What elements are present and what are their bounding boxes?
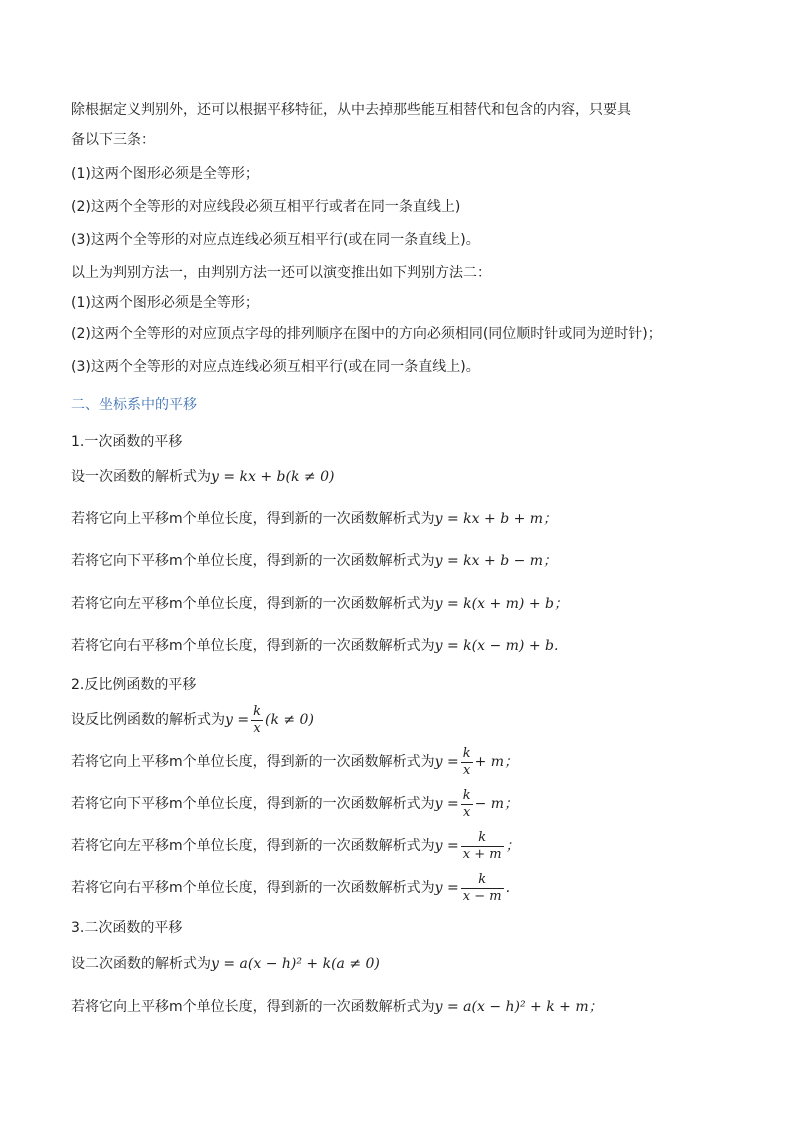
linear-left-formula: y = k(x + m) + b； xyxy=(434,596,568,612)
quadratic-shift-up: 若将它向上平移m个单位长度，得到新的一次函数解析式为y = a(x − h)² + k + m； xyxy=(71,999,603,1015)
method2-condition-2: (2)这两个全等形的对应顶点字母的排列顺序在图中的方向必须相同(同位顺时针或同为逆时针)； xyxy=(71,326,662,342)
method-two-intro: 以上为判别方法一，由判别方法一还可以演变推出如下判别方法二： xyxy=(71,265,491,281)
intro-paragraph-line1: 除根据定义判别外，还可以根据平移特征，从中去掉那些能互相替代和包含的内容，只要具 xyxy=(71,102,631,118)
linear-shift-right: 若将它向右平移m个单位长度，得到新的一次函数解析式为y = k(x − m) + b. xyxy=(71,638,559,654)
linear-down-formula: y = kx + b − m； xyxy=(434,553,558,569)
linear-title: 1.一次函数的平移 xyxy=(71,434,183,450)
quadratic-title: 3.二次函数的平移 xyxy=(71,920,183,936)
linear-shift-left: 若将它向左平移m个单位长度，得到新的一次函数解析式为y = k(x + m) + b； xyxy=(71,596,568,612)
quadratic-up-formula: y = a(x − h)² + k + m； xyxy=(434,999,603,1015)
quadratic-definition: 设二次函数的解析式为y = a(x − h)² + k(a ≠ 0) xyxy=(71,956,380,972)
inverse-shift-down: 若将它向下平移m个单位长度，得到新的一次函数解析式为y = $\frac{k}{x}$ − m； xyxy=(71,787,519,820)
inverse-def-fraction: $\frac{k}{x}$ xyxy=(253,703,261,736)
linear-definition: 设一次函数的解析式为y = kx + b(k ≠ 0) xyxy=(71,469,335,485)
linear-shift-up: 若将它向上平移m个单位长度，得到新的一次函数解析式为y = kx + b + m； xyxy=(71,511,558,527)
inverse-down-fraction: $\frac{k}{x}$ xyxy=(462,787,471,820)
inverse-title: 2.反比例函数的平移 xyxy=(71,677,197,693)
linear-definition-formula: y = kx + b(k ≠ 0) xyxy=(211,469,335,485)
condition-2: (2)这两个全等形的对应线段必须互相平行或者在同一条直线上) xyxy=(71,199,461,215)
linear-shift-down: 若将它向下平移m个单位长度，得到新的一次函数解析式为y = kx + b − m； xyxy=(71,553,558,569)
inverse-left-fraction: $\frac{k}{x + m}$ xyxy=(462,829,502,862)
section-heading: 二、坐标系中的平移 xyxy=(71,397,197,413)
inverse-shift-left: 若将它向左平移m个单位长度，得到新的一次函数解析式为y = $\frac{k}{x + m}$ ； xyxy=(71,829,520,862)
linear-up-formula: y = kx + b + m； xyxy=(434,511,558,527)
inverse-shift-right: 若将它向右平移m个单位长度，得到新的一次函数解析式为y = $\frac{k}{x - m}$ . xyxy=(71,871,511,904)
linear-right-formula: y = k(x − m) + b. xyxy=(434,638,559,654)
condition-3: (3)这两个全等形的对应点连线必须互相平行(或在同一条直线上)。 xyxy=(71,232,480,248)
quadratic-definition-formula: y = a(x − h)² + k(a ≠ 0) xyxy=(211,956,380,972)
inverse-right-fraction: $\frac{k}{x - m}$ xyxy=(462,871,502,904)
inverse-shift-up: 若将它向上平移m个单位长度，得到新的一次函数解析式为y = $\frac{k}{x}$ + m； xyxy=(71,745,519,778)
method2-condition-1: (1)这两个图形必须是全等形； xyxy=(71,295,259,311)
intro-paragraph-line2: 备以下三条： xyxy=(71,132,155,148)
condition-1: (1)这两个图形必须是全等形； xyxy=(71,166,259,182)
inverse-definition: 设反比例函数的解析式为y = $\frac{k}{x}$ (k ≠ 0) xyxy=(71,703,314,736)
method2-condition-3: (3)这两个全等形的对应点连线必须互相平行(或在同一条直线上)。 xyxy=(71,359,480,375)
inverse-up-fraction: $\frac{k}{x}$ xyxy=(462,745,471,778)
